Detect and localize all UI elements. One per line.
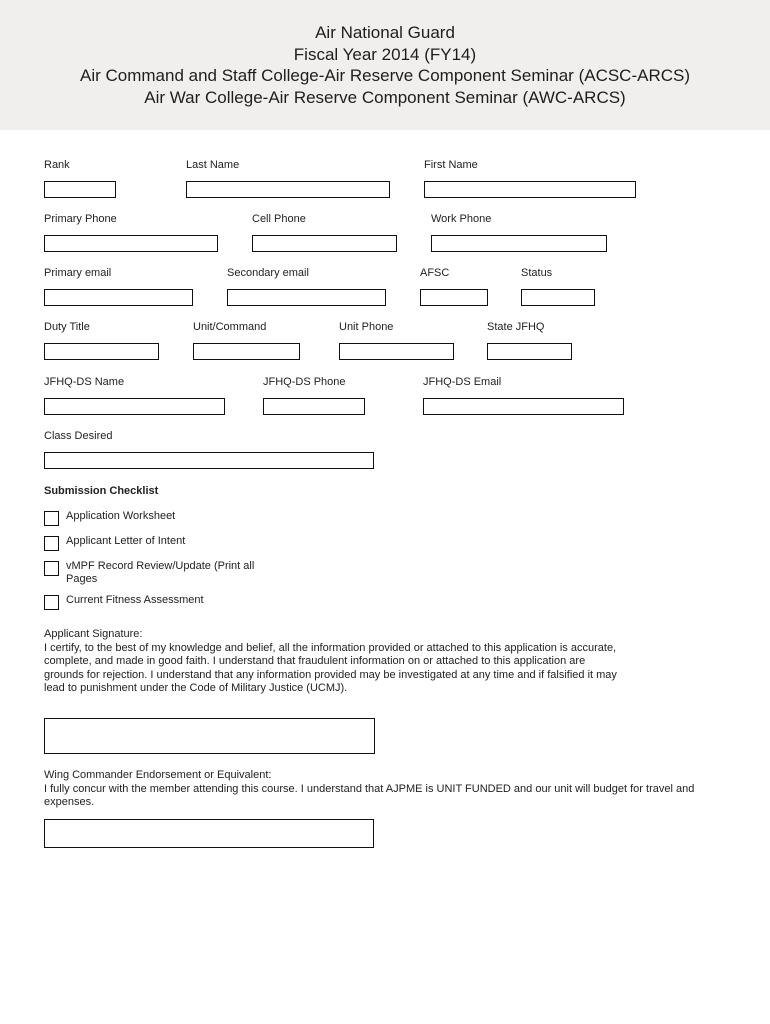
rank-label: Rank bbox=[44, 159, 70, 171]
rank-input[interactable] bbox=[44, 181, 116, 198]
title-line-2: Fiscal Year 2014 (FY14) bbox=[293, 44, 477, 64]
applicant-certification-text: I certify, to the best of my knowledge and belief, all the information provided or attached to this application is accurate, complete, and made in good faith. I understand that fraudulent information on or attached to this application are grounds for rejection. I understand that any information provided may be investigated at any time and if falsified it may lead to punishment under the Code of Military Justice (UCMJ). bbox=[44, 641, 617, 694]
jfhq-ds-name-input[interactable] bbox=[44, 398, 225, 415]
checklist-item-application-worksheet: Application Worksheet bbox=[66, 510, 176, 522]
duty-title-input[interactable] bbox=[44, 343, 159, 360]
secondary-email-input[interactable] bbox=[227, 289, 386, 306]
wing-commander-text: I fully concur with the member attending this course. I understand that AJPME is UNIT FUNDED and our unit will budget for travel and expenses. bbox=[44, 782, 695, 808]
afsc-input[interactable] bbox=[420, 289, 488, 306]
class-desired-input[interactable] bbox=[44, 452, 374, 469]
wing-commander-signature-box[interactable] bbox=[44, 819, 374, 848]
checkbox-application-worksheet[interactable] bbox=[44, 511, 59, 526]
status-label: Status bbox=[521, 267, 553, 279]
work-phone-label: Work Phone bbox=[431, 213, 492, 225]
primary-email-label: Primary email bbox=[44, 267, 112, 279]
first-name-input[interactable] bbox=[424, 181, 636, 198]
jfhq-ds-phone-label: JFHQ-DS Phone bbox=[263, 376, 346, 388]
title-line-1: Air National Guard bbox=[315, 23, 455, 42]
first-name-label: First Name bbox=[424, 159, 478, 171]
checklist-item-fitness-assessment: Current Fitness Assessment bbox=[66, 594, 204, 606]
wing-commander-section bbox=[44, 769, 704, 810]
primary-phone-input[interactable] bbox=[44, 235, 218, 252]
cell-phone-input[interactable] bbox=[252, 235, 397, 252]
unit-phone-input[interactable] bbox=[339, 343, 454, 360]
jfhq-ds-email-label: JFHQ-DS Email bbox=[423, 376, 502, 388]
form-header bbox=[0, 0, 770, 130]
work-phone-input[interactable] bbox=[431, 235, 607, 252]
primary-email-input[interactable] bbox=[44, 289, 193, 306]
form-title bbox=[0, 22, 770, 108]
checkbox-fitness-assessment[interactable] bbox=[44, 595, 59, 610]
afsc-label: AFSC bbox=[420, 267, 450, 279]
title-line-3: Air Command and Staff College-Air Reserve Component Seminar (ACSC-ARCS) bbox=[79, 66, 691, 85]
state-jfhq-input[interactable] bbox=[487, 343, 572, 360]
cell-phone-label: Cell Phone bbox=[252, 213, 306, 225]
jfhq-ds-email-input[interactable] bbox=[423, 398, 624, 415]
checkbox-letter-of-intent[interactable] bbox=[44, 536, 59, 551]
jfhq-ds-phone-input[interactable] bbox=[263, 398, 365, 415]
last-name-input[interactable] bbox=[186, 181, 390, 198]
applicant-signature-title: Applicant Signature: bbox=[44, 628, 143, 640]
unit-command-input[interactable] bbox=[193, 343, 300, 360]
checklist-item-vmpf-record: vMPF Record Review/Update (Print all Pages bbox=[66, 560, 255, 585]
checkbox-vmpf-record[interactable] bbox=[44, 561, 59, 576]
title-line-4: Air War College-Air Reserve Component Seminar (AWC-ARCS) bbox=[144, 87, 626, 107]
status-input[interactable] bbox=[521, 289, 595, 306]
state-jfhq-label: State JFHQ bbox=[487, 321, 545, 333]
unit-command-label: Unit/Command bbox=[193, 321, 267, 333]
applicant-signature-box[interactable] bbox=[44, 718, 375, 754]
unit-phone-label: Unit Phone bbox=[339, 321, 394, 333]
class-desired-label: Class Desired bbox=[44, 430, 113, 442]
secondary-email-label: Secondary email bbox=[227, 267, 309, 279]
checklist-item-letter-of-intent: Applicant Letter of Intent bbox=[66, 535, 186, 547]
last-name-label: Last Name bbox=[186, 159, 240, 171]
duty-title-label: Duty Title bbox=[44, 321, 90, 333]
primary-phone-label: Primary Phone bbox=[44, 213, 117, 225]
checklist-title: Submission Checklist bbox=[44, 485, 159, 497]
wing-commander-title: Wing Commander Endorsement or Equivalent: bbox=[44, 769, 272, 781]
jfhq-ds-name-label: JFHQ-DS Name bbox=[44, 376, 125, 388]
applicant-signature-section bbox=[44, 628, 624, 696]
